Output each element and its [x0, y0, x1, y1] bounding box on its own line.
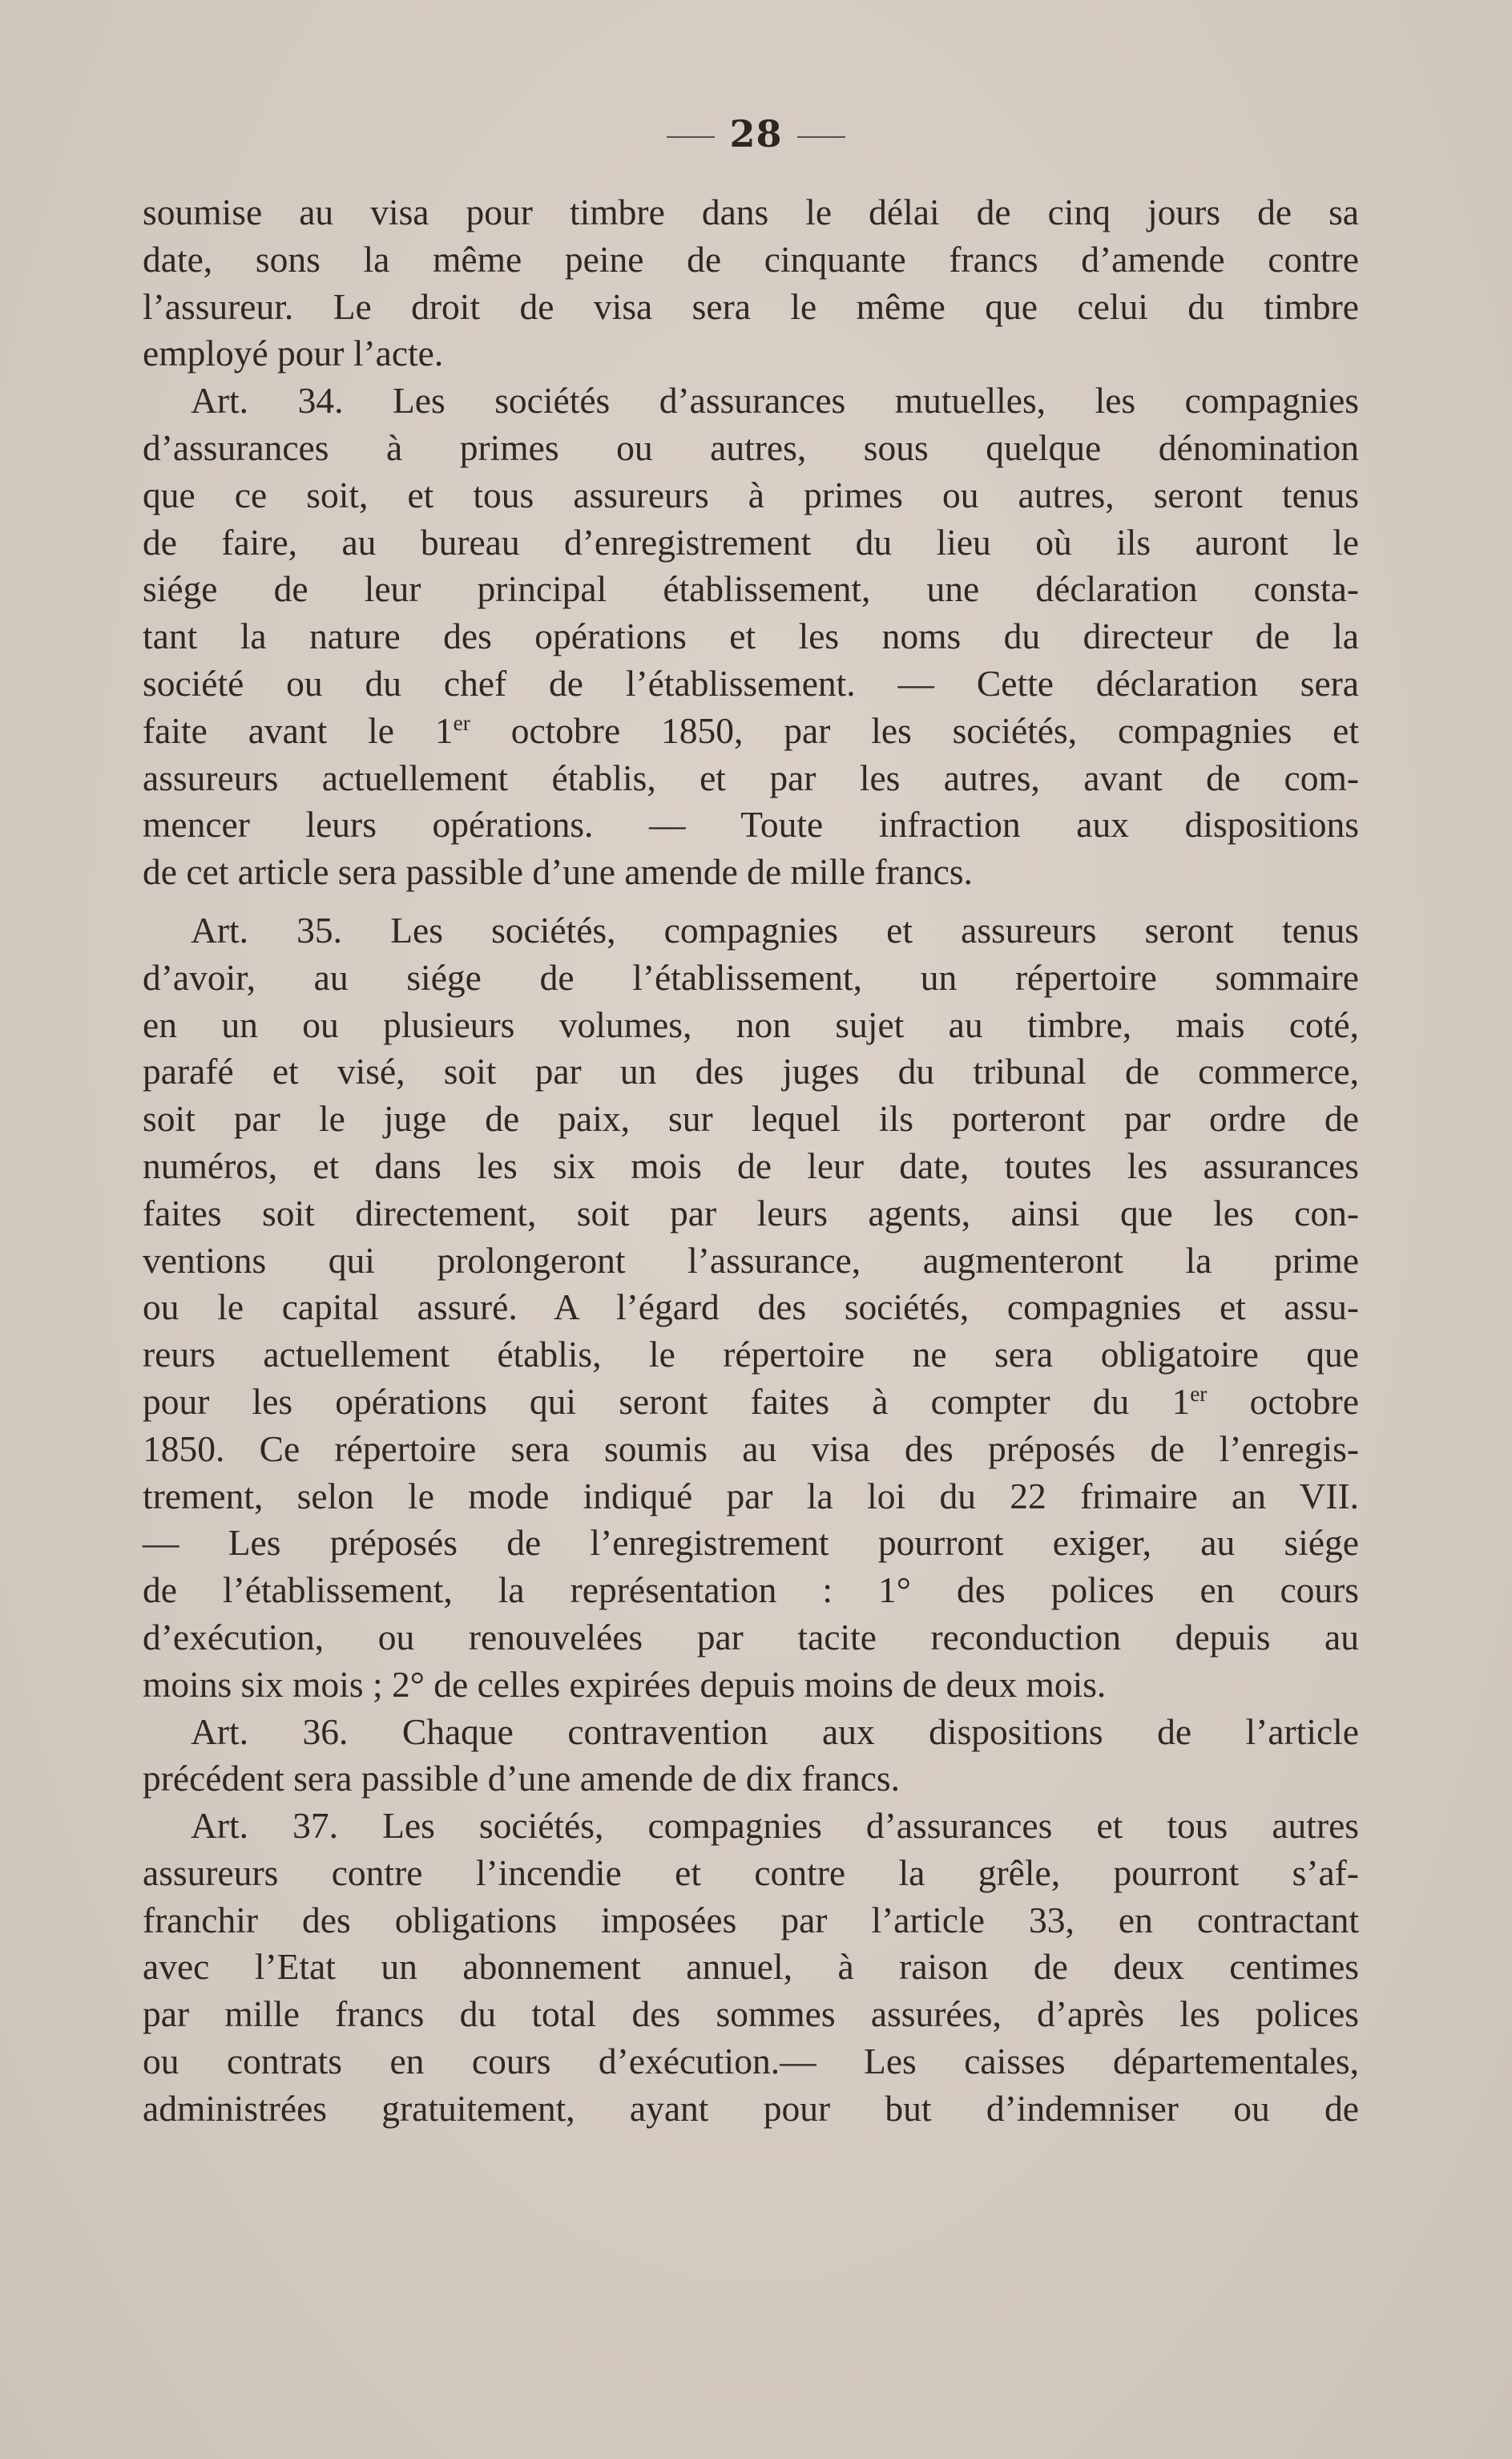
- text-line: pour les opérations qui seront faites à compter du 1er octobre: [143, 1380, 1359, 1422]
- text-line: soumise au visa pour timbre dans le délai de cinq jours de sa: [143, 192, 1359, 232]
- text-line: Art. 36. Chaque contravention aux dispositions de l’article: [191, 1710, 1359, 1752]
- text-line: Art. 37. Les sociétés, compagnies d’assurances et tous autres: [191, 1805, 1359, 1847]
- text-line: soit par le juge de paix, sur lequel ils porteront par ordre de: [143, 1098, 1359, 1140]
- text-line: par mille francs du total des sommes assurées, d’après les polices: [143, 1993, 1359, 2035]
- text-line: avec l’Etat un abonnement annuel, à raison de deux centimes: [143, 1946, 1359, 1988]
- text-line: ou contrats en cours d’exécution.— Les caisses départementales,: [143, 2041, 1359, 2082]
- text-line: employé pour l’acte.: [143, 333, 444, 374]
- text-line: ou le capital assuré. A l’égard des sociétés, compagnies et assu-: [143, 1286, 1359, 1328]
- page-number: [0, 112, 1512, 155]
- text-line: administrées gratuitement, ayant pour but d’indemniser ou de: [143, 2087, 1359, 2129]
- dash-left: [667, 136, 715, 138]
- paragraph-art-37: [143, 1803, 1359, 2133]
- text-line: siége de leur principal établissement, une déclaration consta-: [143, 568, 1359, 610]
- dash-right: [797, 136, 845, 138]
- text-line: faites soit directement, soit par leurs agents, ainsi que les con-: [143, 1192, 1359, 1234]
- text-line: de l’établissement, la représentation : 1° des polices en cours: [143, 1569, 1359, 1611]
- text-line: ventions qui prolongeront l’assurance, augmenteront la prime: [143, 1239, 1359, 1281]
- paragraph: [143, 189, 1359, 378]
- text-line: mencer leurs opérations. — Toute infraction aux dispositions: [143, 804, 1359, 846]
- text-line: en un ou plusieurs volumes, non sujet au timbre, mais coté,: [143, 1003, 1359, 1045]
- text-line: Art. 34. Les sociétés d’assurances mutuelles, les compagnies: [191, 380, 1359, 422]
- text-line: reurs actuellement établis, le répertoire ne sera obligatoire que: [143, 1334, 1359, 1375]
- text-line: — Les préposés de l’enregistrement pourront exiger, au siége: [143, 1522, 1359, 1564]
- paragraph-gap: [143, 896, 1359, 907]
- text-line: l’assureur. Le droit de visa sera le même que celui du timbre: [143, 285, 1359, 327]
- text-line: 1850. Ce répertoire sera soumis au visa des préposés de l’enregis-: [143, 1427, 1359, 1469]
- text-line: faite avant le 1er octobre 1850, par les sociétés, compagnies et: [143, 709, 1359, 751]
- text-line: Art. 35. Les sociétés, compagnies et assureurs seront tenus: [191, 909, 1359, 951]
- text-line: que ce soit, et tous assureurs à primes ou autres, seront tenus: [143, 474, 1359, 515]
- paragraph-art-35: [143, 907, 1359, 1709]
- text-line: date, sons la même peine de cinquante francs d’amende contre: [143, 238, 1359, 280]
- text-line: d’avoir, au siége de l’établissement, un répertoire sommaire: [143, 956, 1359, 998]
- body-text: [143, 189, 1359, 2133]
- text-line: franchir des obligations imposées par l’article 33, en contractant: [143, 1899, 1359, 1940]
- text-line: de cet article sera passible d’une amende de mille francs.: [143, 851, 973, 893]
- text-line: d’exécution, ou renouvelées par tacite reconduction depuis au: [143, 1616, 1359, 1658]
- text-line: trement, selon le mode indiqué par la loi du 22 frimaire an VII.: [143, 1475, 1359, 1516]
- paragraph-art-34: [143, 378, 1359, 896]
- paragraph-art-36: [143, 1709, 1359, 1803]
- text-line: précédent sera passible d’une amende de dix francs.: [143, 1758, 900, 1799]
- text-line: de faire, au bureau d’enregistrement du lieu où ils auront le: [143, 521, 1359, 563]
- text-line: parafé et visé, soit par un des juges du tribunal de commerce,: [143, 1051, 1359, 1092]
- text-line: numéros, et dans les six mois de leur date, toutes les assurances: [143, 1145, 1359, 1186]
- text-line: tant la nature des opérations et les noms du directeur de la: [143, 616, 1359, 657]
- text-line: d’assurances à primes ou autres, sous quelque dénomination: [143, 426, 1359, 468]
- page-number-text: 28: [729, 112, 783, 155]
- text-line: moins six mois ; 2° de celles expirées depuis moins de deux mois.: [143, 1663, 1107, 1705]
- text-line: assureurs contre l’incendie et contre la grêle, pourront s’af-: [143, 1851, 1359, 1893]
- text-line: société ou du chef de l’établissement. — Cette déclaration sera: [143, 662, 1359, 704]
- text-line: assureurs actuellement établis, et par les autres, avant de com-: [143, 757, 1359, 798]
